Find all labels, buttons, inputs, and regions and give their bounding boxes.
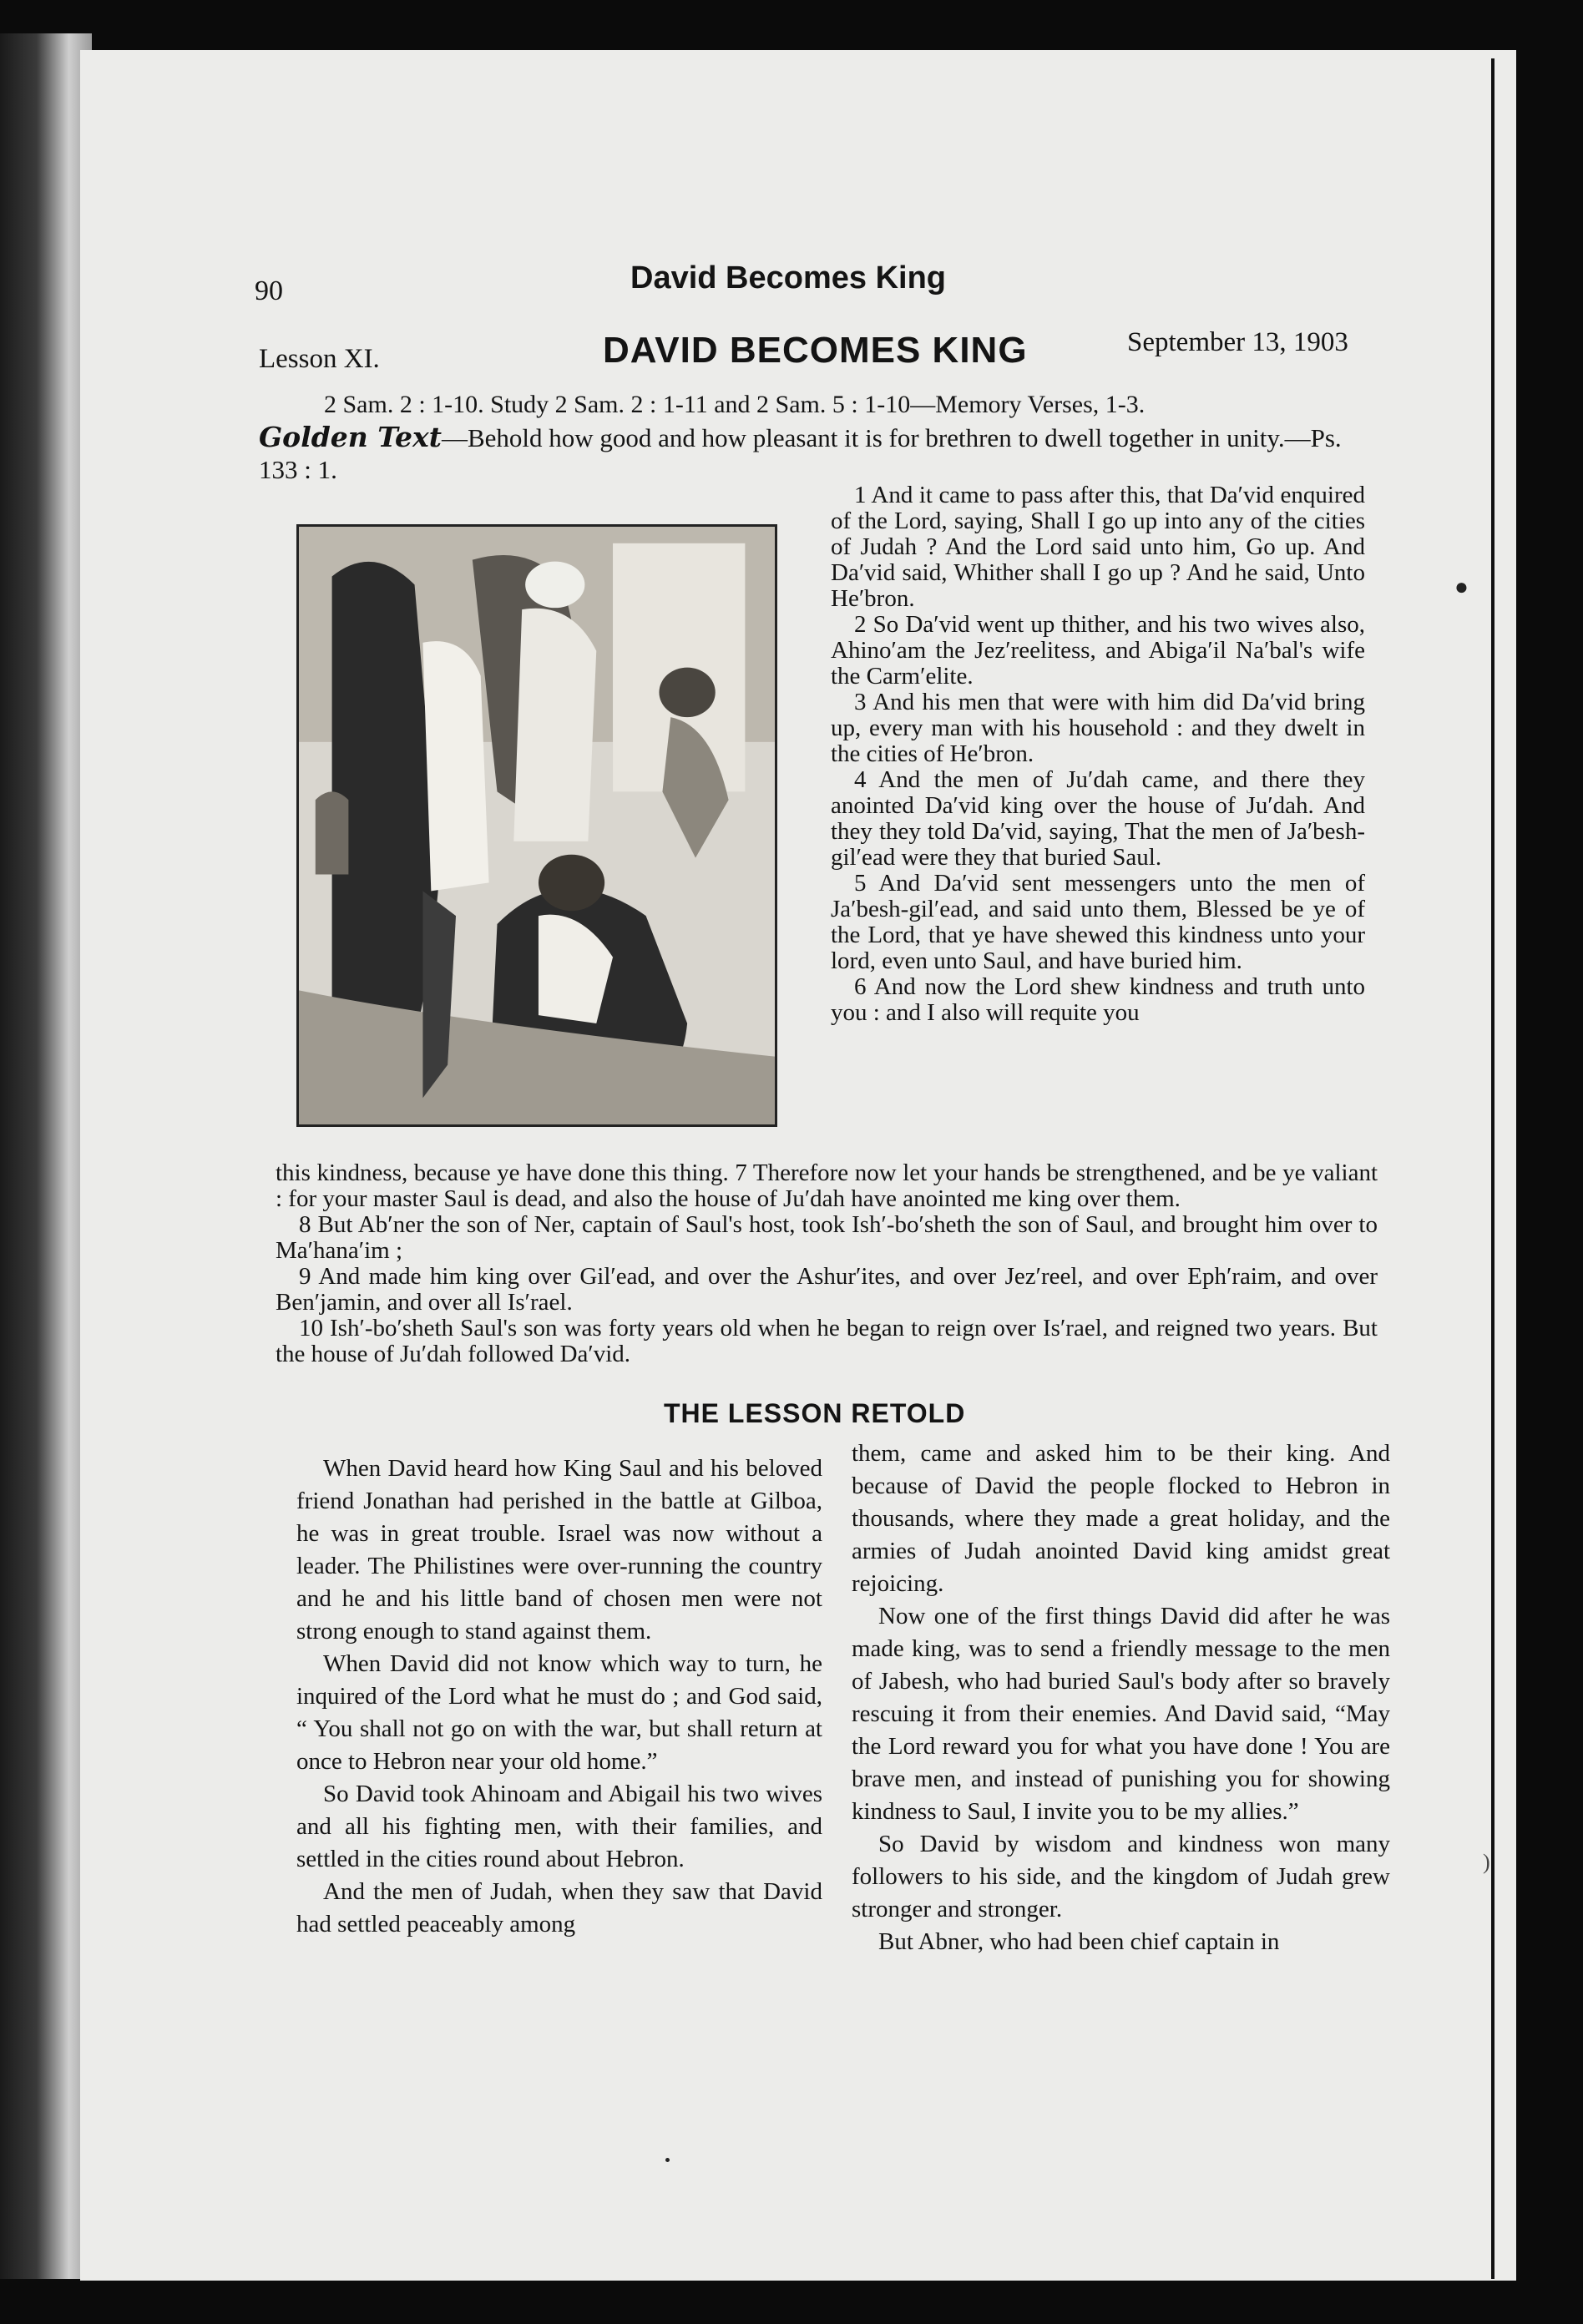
print-speck (665, 2158, 670, 2162)
verse-10: 10 Ish′-bo′sheth Saul's son was forty years old when he began to reign over Is′rael, and reigned two years. But the house of Ju′dah followed Da′vid. (276, 1315, 1378, 1367)
golden-text-body: —Behold how good and how pleasant it is for brethren to dwell together in unity.—Ps. 133 : 1. (259, 423, 1342, 484)
scripture-verses-full-width (276, 1160, 1378, 1367)
retold-paragraph: But Abner, who had been chief captain in (878, 1928, 1280, 1955)
scripture-verses-column (831, 482, 1365, 1026)
retold-paragraph: And the men of Judah, when they saw that David had settled peaceably among (296, 1878, 822, 1938)
golden-text-label: Golden Text (259, 421, 442, 453)
retold-paragraph: Now one of the first things David did after he was made king, was to send a friendly message to the men of Jabesh, who had buried Saul's body after so bravely rescuing it from their enemies. And David said, “May the Lord reward you for what you have done ! You are brave men, and instead of punishing you for showing kindness to Saul, I invite you to be my allies.” (852, 1603, 1390, 1825)
verse-6-7-continued: this kindness, because ye have done this thing. 7 Therefore now let your hands be strengthened, and be ye valiant : for your master Saul is dead, and also the house of Ju′dah have anointed me king over them. (276, 1159, 1378, 1212)
golden-text (259, 422, 1361, 486)
verse-9: 9 And made him king over Gil′ead, and over the Ashur′ites, and over Jez′reel, and over Eph′raim, and over Ben′jamin, and over all Is′rael. (276, 1263, 1378, 1316)
page-gutter-line (1491, 58, 1494, 2279)
retold-paragraph: When David did not know which way to turn, he inquired of the Lord what he must do ; and God said, “ You shall not go on with the war, but shall return at once to Hebron near your old home.” (296, 1650, 822, 1775)
verse-3: 3 And his men that were with him did Da′vid bring up, every man with his household : and they dwelt in the cities of He′bron. (831, 689, 1365, 767)
verse-4: 4 And the men of Ju′dah came, and there they anointed Da′vid king over the house of Ju′dah. And they they told Da′vid, saying, That the men of Ja′besh-gil′ead were they that buried Saul. (831, 766, 1365, 871)
illustration-engraving (299, 527, 775, 1124)
scripture-references: 2 Sam. 2 : 1-10. Study 2 Sam. 2 : 1-11 and 2 Sam. 5 : 1-10—Memory Verses, 1-3. (324, 391, 1146, 418)
illustration-david-anointed (296, 524, 777, 1127)
lesson-title: DAVID BECOMES KING (603, 330, 1028, 371)
verse-8: 8 But Ab′ner the son of Ner, captain of Saul's host, took Ish′-bo′sheth the son of Saul, and brought him over to Ma′hana′im ; (276, 1211, 1378, 1264)
book-binding-edge (0, 33, 92, 2279)
margin-mark: ) (1483, 1850, 1490, 1874)
section-heading-lesson-retold: THE LESSON RETOLD (664, 1398, 966, 1428)
verse-2: 2 So Da′vid went up thither, and his two wives also, Ahino′am the Jez′reelitess, and Abiga′il Na′bal's wife the Carm′elite. (831, 611, 1365, 690)
margin-mark: ● (1454, 574, 1469, 600)
retold-column-right (852, 1437, 1390, 1958)
retold-paragraph: So David took Ahinoam and Abigail his two wives and all his fighting men, with their families, and settled in the cities round about Hebron. (296, 1781, 822, 1872)
retold-paragraph: When David heard how King Saul and his beloved friend Jonathan had perished in the battle at Gilboa, he was in great trouble. Israel was now without a leader. The Philistines were over-running the country and he and his little band of chosen men were not strong enough to stand against them. (296, 1455, 822, 1644)
verse-1: 1 And it came to pass after this, that Da′vid enquired of the Lord, saying, Shall I go up into any of the cities of Judah ? And the Lord said unto him, Go up. And Da′vid said, Whither shall I go up ? And he said, Unto He′bron. (831, 482, 1365, 612)
lesson-date: September 13, 1903 (1127, 327, 1348, 357)
verse-6: 6 And now the Lord shew kindness and truth unto you : and I also will requite you (831, 973, 1365, 1026)
retold-column-left (296, 1452, 822, 1941)
retold-paragraph: them, came and asked him to be their king. And because of David the people flocked to Hebron in thousands, where they made a great holiday, and the armies of Judah anointed David king amidst great rejoicing. (852, 1440, 1390, 1597)
lesson-number: Lesson XI. (259, 344, 380, 374)
verse-5: 5 And Da′vid sent messengers unto the men of Ja′besh-gil′ead, and said unto them, Blessed be ye of the Lord, that ye have shewed this kindness unto your lord, even unto Saul, and have buried him. (831, 870, 1365, 974)
running-head: David Becomes King (630, 260, 946, 296)
retold-paragraph: So David by wisdom and kindness won many followers to his side, and the kingdom of Judah grew stronger and stronger. (852, 1831, 1390, 1922)
page-number: 90 (255, 275, 283, 306)
